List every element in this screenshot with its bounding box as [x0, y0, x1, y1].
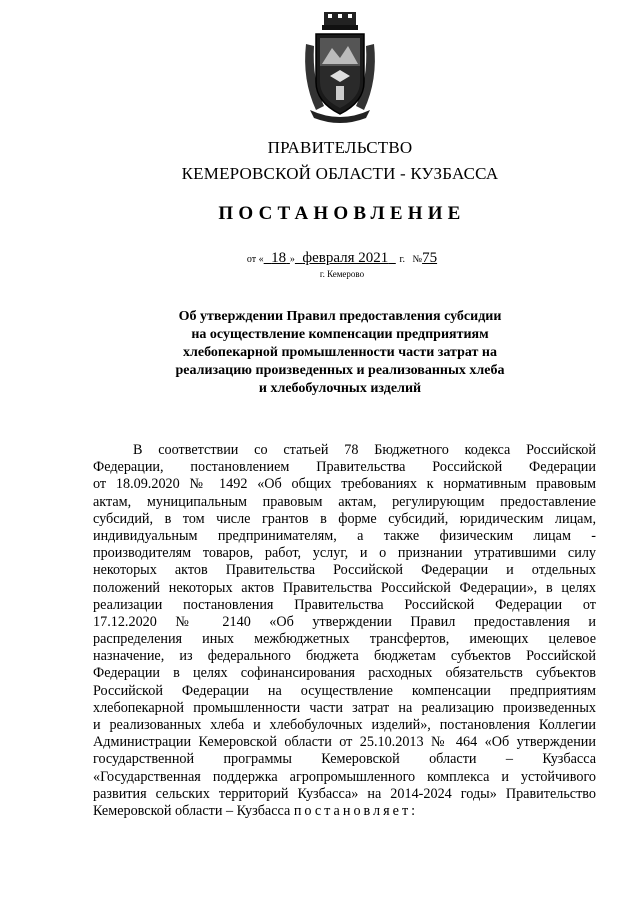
coat-of-arms-icon — [300, 10, 380, 124]
org-title-line1: ПРАВИТЕЛЬСТВО — [267, 138, 413, 157]
document-type: ПОСТАНОВЛЕНИЕ — [218, 203, 466, 224]
body-line: государственной программы Кемеровской области – Кузбасса — [93, 751, 596, 768]
body-line: Администрации Кемеровской области от 25.10.2013 № 464 «Об утверждении — [93, 734, 596, 751]
subject-line: реализацию произведенных и реализованных хлеба — [175, 363, 505, 378]
date-year-suffix: г. — [399, 254, 406, 265]
subject-line: хлебопекарной промышленности части затрат на — [183, 345, 497, 360]
body-line: «Государственная поддержка агропромышленного комплекса и устойчивого — [93, 768, 596, 785]
body-line: некоторых актов Правительства Российской Федерации и отдельных — [93, 562, 596, 579]
subject-line: Об утверждении Правил предоставления субсидии — [178, 309, 502, 324]
body-line: развития сельских территорий Кузбасса» на 2014-2024 годы» Правительство — [93, 785, 596, 802]
body-line: субсидий, в том числе грантов в форме субсидий, юридическим лицам, — [93, 510, 596, 527]
body-line: положений некоторых актов Правительства Российской Федерации», в целях — [93, 579, 596, 596]
body-line: индивидуальным предпринимателям, а также физическим лицам - — [93, 527, 596, 544]
date-prefix: от « — [246, 254, 264, 265]
body-line: актам, муниципальным правовым актам, регулирующим предоставление — [93, 493, 596, 510]
body-line: Российской Федерации на осуществление компенсации предприятиям — [93, 682, 596, 699]
number-prefix: № — [412, 254, 423, 265]
body-line: Федерации в целях софинансирования расходных обязательств субъектов — [93, 665, 596, 682]
body-line: распределения иных межбюджетных трансфертов, имеющих целевое — [93, 631, 596, 648]
body-line: реализации постановления Правительства Российской Федерации от — [93, 596, 596, 613]
body-line: Федерации, постановлением Правительства Российской Федерации — [93, 459, 596, 476]
date-day: 18 — [271, 250, 287, 266]
body-line: назначение, из федерального бюджета бюджетам субъектов Российской — [93, 648, 596, 665]
document-subject — [140, 308, 540, 398]
body-line: 17.12.2020 № 2140 «Об утверждении Правил предоставления и — [93, 613, 596, 630]
date-number-line — [0, 250, 640, 267]
body-line: В соответствии со статьей 78 Бюджетного кодекса Российской — [133, 442, 596, 458]
body-final-spaced: постановляет: — [293, 802, 419, 819]
date-month-year: февраля 2021 — [302, 250, 389, 266]
body-line: от 18.09.2020 № 1492 «Об общих требованиях к нормативным правовым — [93, 476, 596, 493]
document-number: 75 — [422, 250, 438, 266]
city-name: г. Кемерово — [319, 269, 365, 279]
org-title-line2: КЕМЕРОВСКОЙ ОБЛАСТИ - КУЗБАССА — [181, 164, 499, 183]
subject-line: на осуществление компенсации предприятиям — [191, 327, 489, 342]
date-mid: » — [289, 254, 295, 265]
body-line: производителям товаров, работ, услуг, и о признании утратившими силу — [93, 545, 596, 562]
document-body — [93, 442, 596, 820]
body-line-final — [93, 803, 596, 820]
body-line: и реализованных хлеба и хлебобулочных изделий», постановления Коллегии — [93, 717, 596, 733]
body-line: хлебопекарной промышленности части затрат на реализацию произведенных — [93, 699, 596, 716]
body-final-text: Кемеровской области – Кузбасса — [93, 802, 291, 819]
subject-line: и хлебобулочных изделий — [258, 381, 422, 396]
